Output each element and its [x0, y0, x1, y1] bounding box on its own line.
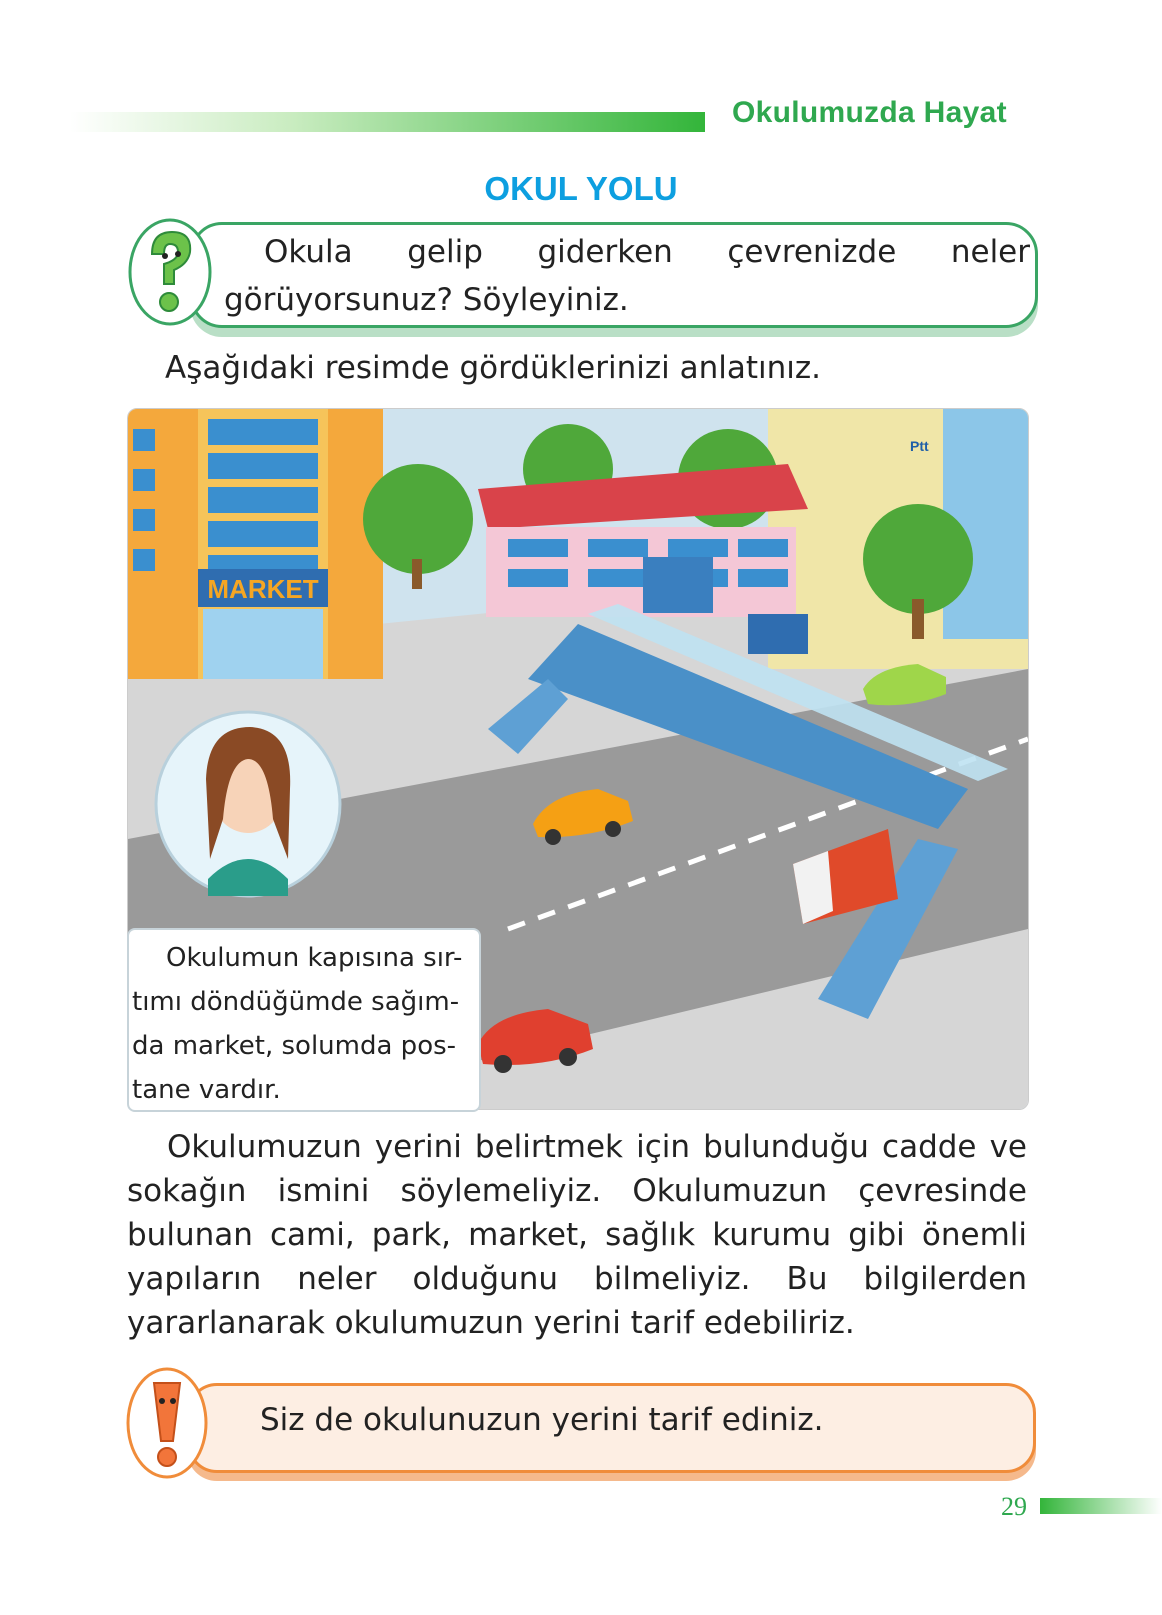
- market-sign: MARKET: [207, 574, 319, 604]
- section-title: Okulumuzda Hayat: [732, 96, 1007, 129]
- footer-gradient-bar: [1040, 1498, 1162, 1514]
- task-text: Siz de okulunuzun yerini tarif ediniz.: [260, 1402, 824, 1438]
- instruction-text: Aşağıdaki resimde gördüklerinizi anlatınız.: [165, 350, 822, 386]
- header-gradient-bar: [70, 112, 705, 132]
- ptt-sign: Ptt: [910, 438, 929, 454]
- page-number: 29: [1001, 1492, 1027, 1521]
- page-title: OKUL YOLU: [484, 170, 678, 207]
- body-paragraph: Okulumuzun yerini belirtmek için bulunduğu cadde ve sokağın ismini söylemeliyiz. Okulumuzun çevresinde bulunan cami, park, market, sağlık kurumu gibi önemli yapıların neler olduğunu bilmeliyiz. Bu bilgilerden yararlanarak okulumuzun yerini tarif edebiliriz.: [127, 1129, 1027, 1341]
- question-mark-mascot-icon: [128, 216, 212, 328]
- question-text: Okula gelip giderken çevrenizde neler görüyorsunuz? Söyleyiniz.: [224, 234, 1030, 318]
- speech-bubble-text: Okulumun kapısına sır- tımı döndüğümde sağım- da market, solumda pos- tane vardır.: [132, 943, 463, 1105]
- exclamation-mark-mascot-icon: [126, 1365, 208, 1481]
